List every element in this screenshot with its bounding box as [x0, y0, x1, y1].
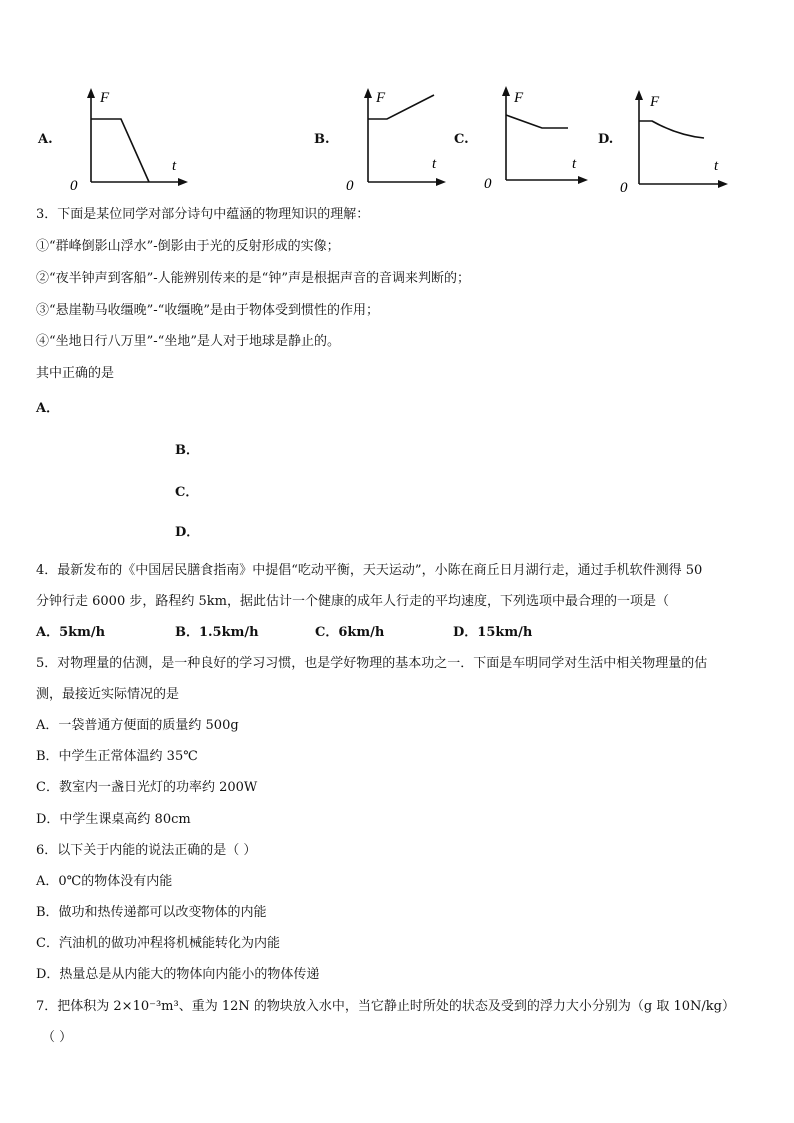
q4-line-1: 4．最新发布的《中国居民膳食指南》中提倡“吃动平衡，天天运动”，小陈在商丘日月湖行走，通过手机软件测得 50 — [36, 563, 703, 578]
graph-a-origin: 0 — [70, 178, 78, 194]
q6-option-d: D．热量总是从内能大的物体向内能小的物体传递 — [36, 967, 320, 982]
q3-option-d: D． — [175, 525, 200, 540]
q5-option-a: A．一袋普通方便面的质量约 500g — [36, 718, 239, 733]
q3-option-a: A． — [36, 401, 60, 416]
q4-option-a: A．5km/h — [36, 625, 106, 640]
q3-item-3: ③“悬崖勒马收缰晚”-“收缰晚”是由于物体受到惯性的作用； — [36, 303, 379, 318]
graph-d-origin: 0 — [620, 180, 628, 196]
graph-b-y-label: F — [376, 90, 386, 106]
graph-d-plot — [596, 84, 756, 196]
q4-option-d: D．15km/h — [453, 625, 533, 640]
q4-line-2: 分钟行走 6000 步，路程约 5km，据此估计一个健康的成年人行走的平均速度，下列选项中最合理的一项是（ — [36, 594, 669, 609]
q3-ask: 其中正确的是 — [36, 366, 115, 381]
q5-line-1: 5．对物理量的估测，是一种良好的学习习惯，也是学好物理的基本功之一．下面是车明同学对生活中相关物理量的估 — [36, 656, 708, 671]
graph-a-x-label: t — [172, 158, 177, 174]
q3-stem: 3．下面是某位同学对部分诗句中蕴涵的物理知识的理解： — [36, 207, 370, 222]
q6-option-a: A．0℃的物体没有内能 — [36, 874, 173, 889]
q4-option-c: C．6km/h — [315, 625, 385, 640]
graph-c-plot — [452, 82, 600, 194]
q6-option-b: B．做功和热传递都可以改变物体的内能 — [36, 905, 267, 920]
graph-d — [596, 84, 756, 196]
graph-a-plot — [36, 86, 196, 196]
graph-d-y-label: F — [650, 94, 660, 110]
graph-b-label: B. — [314, 132, 330, 147]
graph-c-x-label: t — [572, 156, 577, 172]
q3-item-4: ④“坐地日行八万里”-“坐地”是人对于地球是静止的。 — [36, 334, 340, 349]
graph-d-label: D. — [598, 132, 614, 147]
q6-stem: 6．以下关于内能的说法正确的是（ ） — [36, 843, 257, 858]
graph-d-x-label: t — [714, 158, 719, 174]
q5-option-d: D．中学生课桌高约 80cm — [36, 812, 191, 827]
graph-c-y-label: F — [514, 90, 524, 106]
q5-option-c: C．教室内一盏日光灯的功率约 200W — [36, 780, 258, 795]
q5-option-b: B．中学生正常体温约 35℃ — [36, 749, 198, 764]
q7-line-2: （ ） — [42, 1030, 73, 1045]
q7-line-1: 7．把体积为 2×10⁻³m³、重为 12N 的物块放入水中，当它静止时所处的状态及受到的浮力大小分别为（g 取 10N/kg） — [36, 999, 735, 1014]
q4-option-b: B．1.5km/h — [175, 625, 259, 640]
graph-c-origin: 0 — [484, 176, 492, 192]
q3-option-b: B． — [175, 443, 199, 458]
graph-c-label: C. — [454, 132, 469, 147]
graph-b — [312, 86, 462, 196]
graph-a-y-label: F — [100, 90, 110, 106]
q3-item-1: ①“群峰倒影山浮水”-倒影由于光的反射形成的实像； — [36, 239, 340, 254]
q6-option-c: C．汽油机的做功冲程将机械能转化为内能 — [36, 936, 280, 951]
graph-b-x-label: t — [432, 156, 437, 172]
q3-item-2: ②“夜半钟声到客船”-人能辨别传来的是“钟”声是根据声音的音调来判断的； — [36, 271, 470, 286]
graph-b-plot — [312, 86, 462, 196]
graph-b-origin: 0 — [346, 178, 354, 194]
q3-option-c: C． — [175, 485, 199, 500]
graph-a — [36, 86, 196, 196]
q5-line-2: 测，最接近实际情况的是 — [36, 687, 180, 702]
graph-c — [452, 82, 600, 194]
graph-a-label: A. — [38, 132, 53, 147]
